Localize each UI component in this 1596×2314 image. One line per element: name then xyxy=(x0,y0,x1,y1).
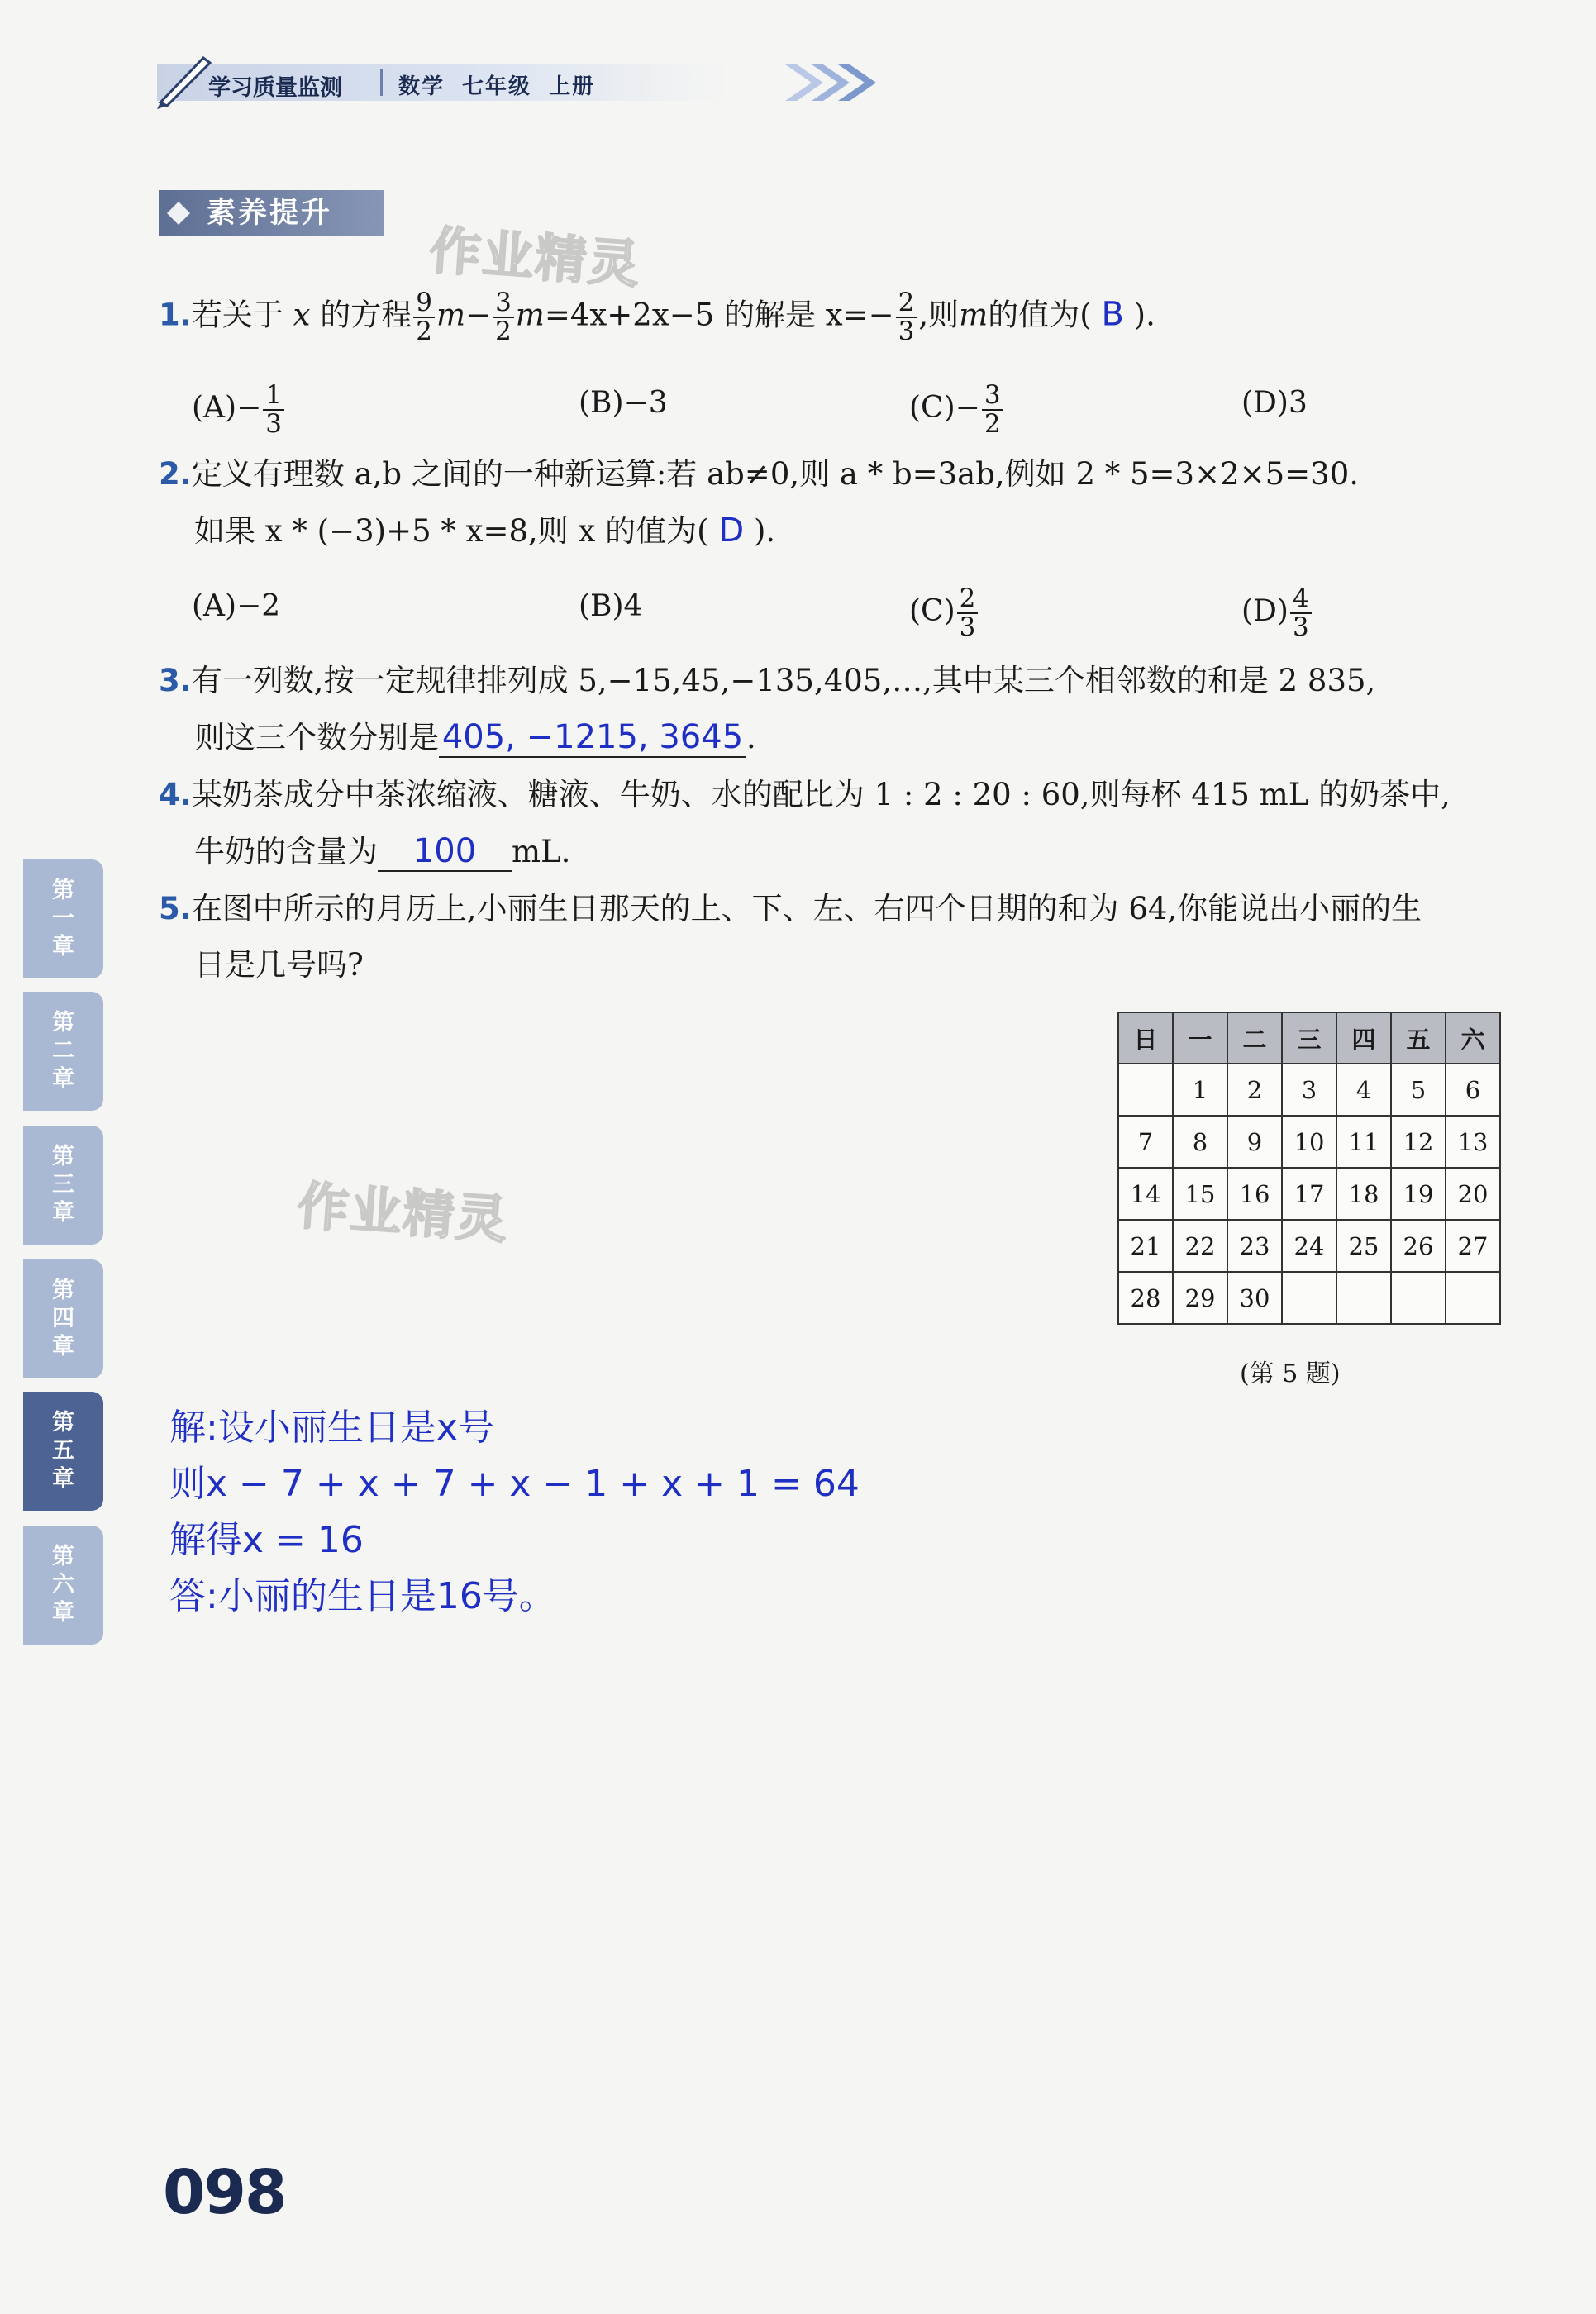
calendar-day: 23 xyxy=(1227,1220,1282,1272)
calendar-day: 28 xyxy=(1118,1272,1173,1324)
question-1: 1.若关于 x 的方程 $\frac{9}{2}$ m− $\frac{3}{2}$ m=4x+2x−5 的解是 x=− $\frac{2}{3}$ ,则m的值为( B ). xyxy=(159,288,1155,346)
weekday-header: 五 xyxy=(1391,1012,1446,1064)
calendar-day: 6 xyxy=(1446,1064,1500,1116)
question-3-line-1: 3.有一列数,按一定规律排列成 5,−15,45,−135,405,…,其中某三个相邻数的和是 2 835, xyxy=(159,663,1376,698)
calendar-day: 9 xyxy=(1227,1116,1282,1168)
question-number: 2. xyxy=(159,456,192,492)
weekday-header: 三 xyxy=(1282,1012,1336,1064)
watermark-middle: 作业精灵 xyxy=(295,1175,511,1250)
option-d: (D)3 xyxy=(1241,386,1308,420)
calendar-week-row xyxy=(1118,1272,1500,1324)
calendar-week-row xyxy=(1118,1116,1500,1168)
calendar-day: 22 xyxy=(1173,1220,1227,1272)
calendar-day: 24 xyxy=(1282,1220,1336,1272)
calendar-week-row xyxy=(1118,1220,1500,1272)
calendar-day: 13 xyxy=(1446,1116,1500,1168)
calendar-day: 3 xyxy=(1282,1064,1336,1116)
calendar-day: 19 xyxy=(1391,1168,1446,1220)
calendar-day xyxy=(1391,1272,1446,1324)
calendar-day: 18 xyxy=(1336,1168,1391,1220)
figure-caption: (第 5 题) xyxy=(1240,1359,1341,1388)
calendar-day: 1 xyxy=(1173,1064,1227,1116)
page-header xyxy=(157,58,736,107)
solution-line-2: 则x − 7 + x + 7 + x − 1 + x + 1 = 64 xyxy=(169,1463,860,1505)
option-c: (C) $\frac{2}{3}$ xyxy=(909,585,979,641)
question-number: 5. xyxy=(159,891,192,926)
calendar-day: 29 xyxy=(1173,1272,1227,1324)
fraction: $\frac{2}{3}$ xyxy=(896,289,917,345)
fraction: $\frac{3}{2}$ xyxy=(493,289,514,345)
chapter-tab-4[interactable]: 第 四 章 xyxy=(23,1259,103,1378)
calendar-day: 7 xyxy=(1118,1116,1173,1168)
calendar-day xyxy=(1336,1272,1391,1324)
weekday-header: 六 xyxy=(1446,1012,1500,1064)
calendar-day xyxy=(1446,1272,1500,1324)
header-divider xyxy=(380,69,383,96)
calendar-header-row xyxy=(1118,1012,1500,1064)
answer-blank xyxy=(439,719,746,758)
question-4-line-1: 4.某奶茶成分中茶浓缩液、糖液、牛奶、水的配比为 1 : 2 : 20 : 60,则每杯 415 mL 的奶茶中, xyxy=(159,777,1451,812)
chevron-arrows-icon xyxy=(620,61,893,104)
answer-q1: B xyxy=(1101,295,1124,334)
calendar-day: 4 xyxy=(1336,1064,1391,1116)
option-b: (B)4 xyxy=(579,589,643,623)
question-2-line-2: 如果 x * (−3)+5 * x=8,则 x 的值为( D ). xyxy=(194,512,776,550)
calendar-day: 12 xyxy=(1391,1116,1446,1168)
calendar-day: 8 xyxy=(1173,1116,1227,1168)
calendar-day: 14 xyxy=(1118,1168,1173,1220)
section-title: 素养提升 xyxy=(159,190,384,236)
chapter-tab-3[interactable]: 第 三 章 xyxy=(23,1126,103,1245)
page-number: 098 xyxy=(163,2157,286,2228)
chapter-tab-1[interactable]: 第 一 章 xyxy=(23,859,103,978)
solution-line-4: 答:小丽的生日是16号。 xyxy=(169,1575,555,1617)
question-number: 1. xyxy=(159,297,192,333)
question-5-line-1: 5.在图中所示的月历上,小丽生日那天的上、下、左、右四个日期的和为 64,你能说出小丽的生 xyxy=(159,891,1422,926)
solution-line-3: 解得x = 16 xyxy=(169,1519,364,1561)
question-3-line-2: 则这三个数分别是405, −1215, 3645 . xyxy=(194,718,756,756)
calendar-week-row xyxy=(1118,1168,1500,1220)
calendar-day: 20 xyxy=(1446,1168,1500,1220)
answer-q3: 405, −1215, 3645 xyxy=(441,718,744,756)
weekday-header: 四 xyxy=(1336,1012,1391,1064)
calendar-day xyxy=(1118,1064,1173,1116)
chapter-tab-6[interactable]: 第 六 章 xyxy=(23,1526,103,1645)
chapter-tab-2[interactable]: 第 二 章 xyxy=(23,992,103,1111)
calendar-day: 16 xyxy=(1227,1168,1282,1220)
option-c: (C)− $\frac{3}{2}$ xyxy=(909,382,1005,438)
calendar-day: 17 xyxy=(1282,1168,1336,1220)
option-a: (A)−2 xyxy=(192,589,281,623)
month-calendar xyxy=(1117,1012,1501,1325)
watermark-top: 作业精灵 xyxy=(427,220,643,295)
subject-title: 数学 七年级 上册 xyxy=(398,74,596,99)
solution-line-1: 解:设小丽生日是x号 xyxy=(169,1407,494,1449)
fraction: $\frac{9}{2}$ xyxy=(413,289,435,345)
question-number: 4. xyxy=(159,777,192,812)
calendar-day: 10 xyxy=(1282,1116,1336,1168)
calendar-day xyxy=(1282,1272,1336,1324)
calendar-day: 27 xyxy=(1446,1220,1500,1272)
weekday-header: 日 xyxy=(1118,1012,1173,1064)
answer-q2: D xyxy=(718,512,745,550)
calendar-day: 15 xyxy=(1173,1168,1227,1220)
calendar-day: 25 xyxy=(1336,1220,1391,1272)
question-2-line-1: 2.定义有理数 a,b 之间的一种新运算:若 ab≠0,则 a * b=3ab,例如 2 * 5=3×2×5=30. xyxy=(159,456,1360,492)
calendar-day: 30 xyxy=(1227,1272,1282,1324)
calendar-day: 2 xyxy=(1227,1064,1282,1116)
answer-blank xyxy=(378,833,512,872)
weekday-header: 一 xyxy=(1173,1012,1227,1064)
calendar-day: 21 xyxy=(1118,1220,1173,1272)
chapter-tab-5[interactable]: 第 五 章 xyxy=(23,1392,103,1511)
calendar-day: 26 xyxy=(1391,1220,1446,1272)
calendar-day: 5 xyxy=(1391,1064,1446,1116)
option-d: (D) $\frac{4}{3}$ xyxy=(1241,585,1313,641)
series-title: 学习质量监测 xyxy=(208,75,342,101)
calendar-day: 11 xyxy=(1336,1116,1391,1168)
answer-q4: 100 xyxy=(412,832,477,870)
question-4-line-2: 牛奶的含量为 100 mL. xyxy=(194,832,571,870)
calendar-week-row xyxy=(1118,1064,1500,1116)
question-5-line-2: 日是几号吗? xyxy=(194,947,364,983)
option-b: (B)−3 xyxy=(579,386,668,420)
option-a: (A)− $\frac{1}{3}$ xyxy=(192,382,286,438)
weekday-header: 二 xyxy=(1227,1012,1282,1064)
question-number: 3. xyxy=(159,663,192,698)
